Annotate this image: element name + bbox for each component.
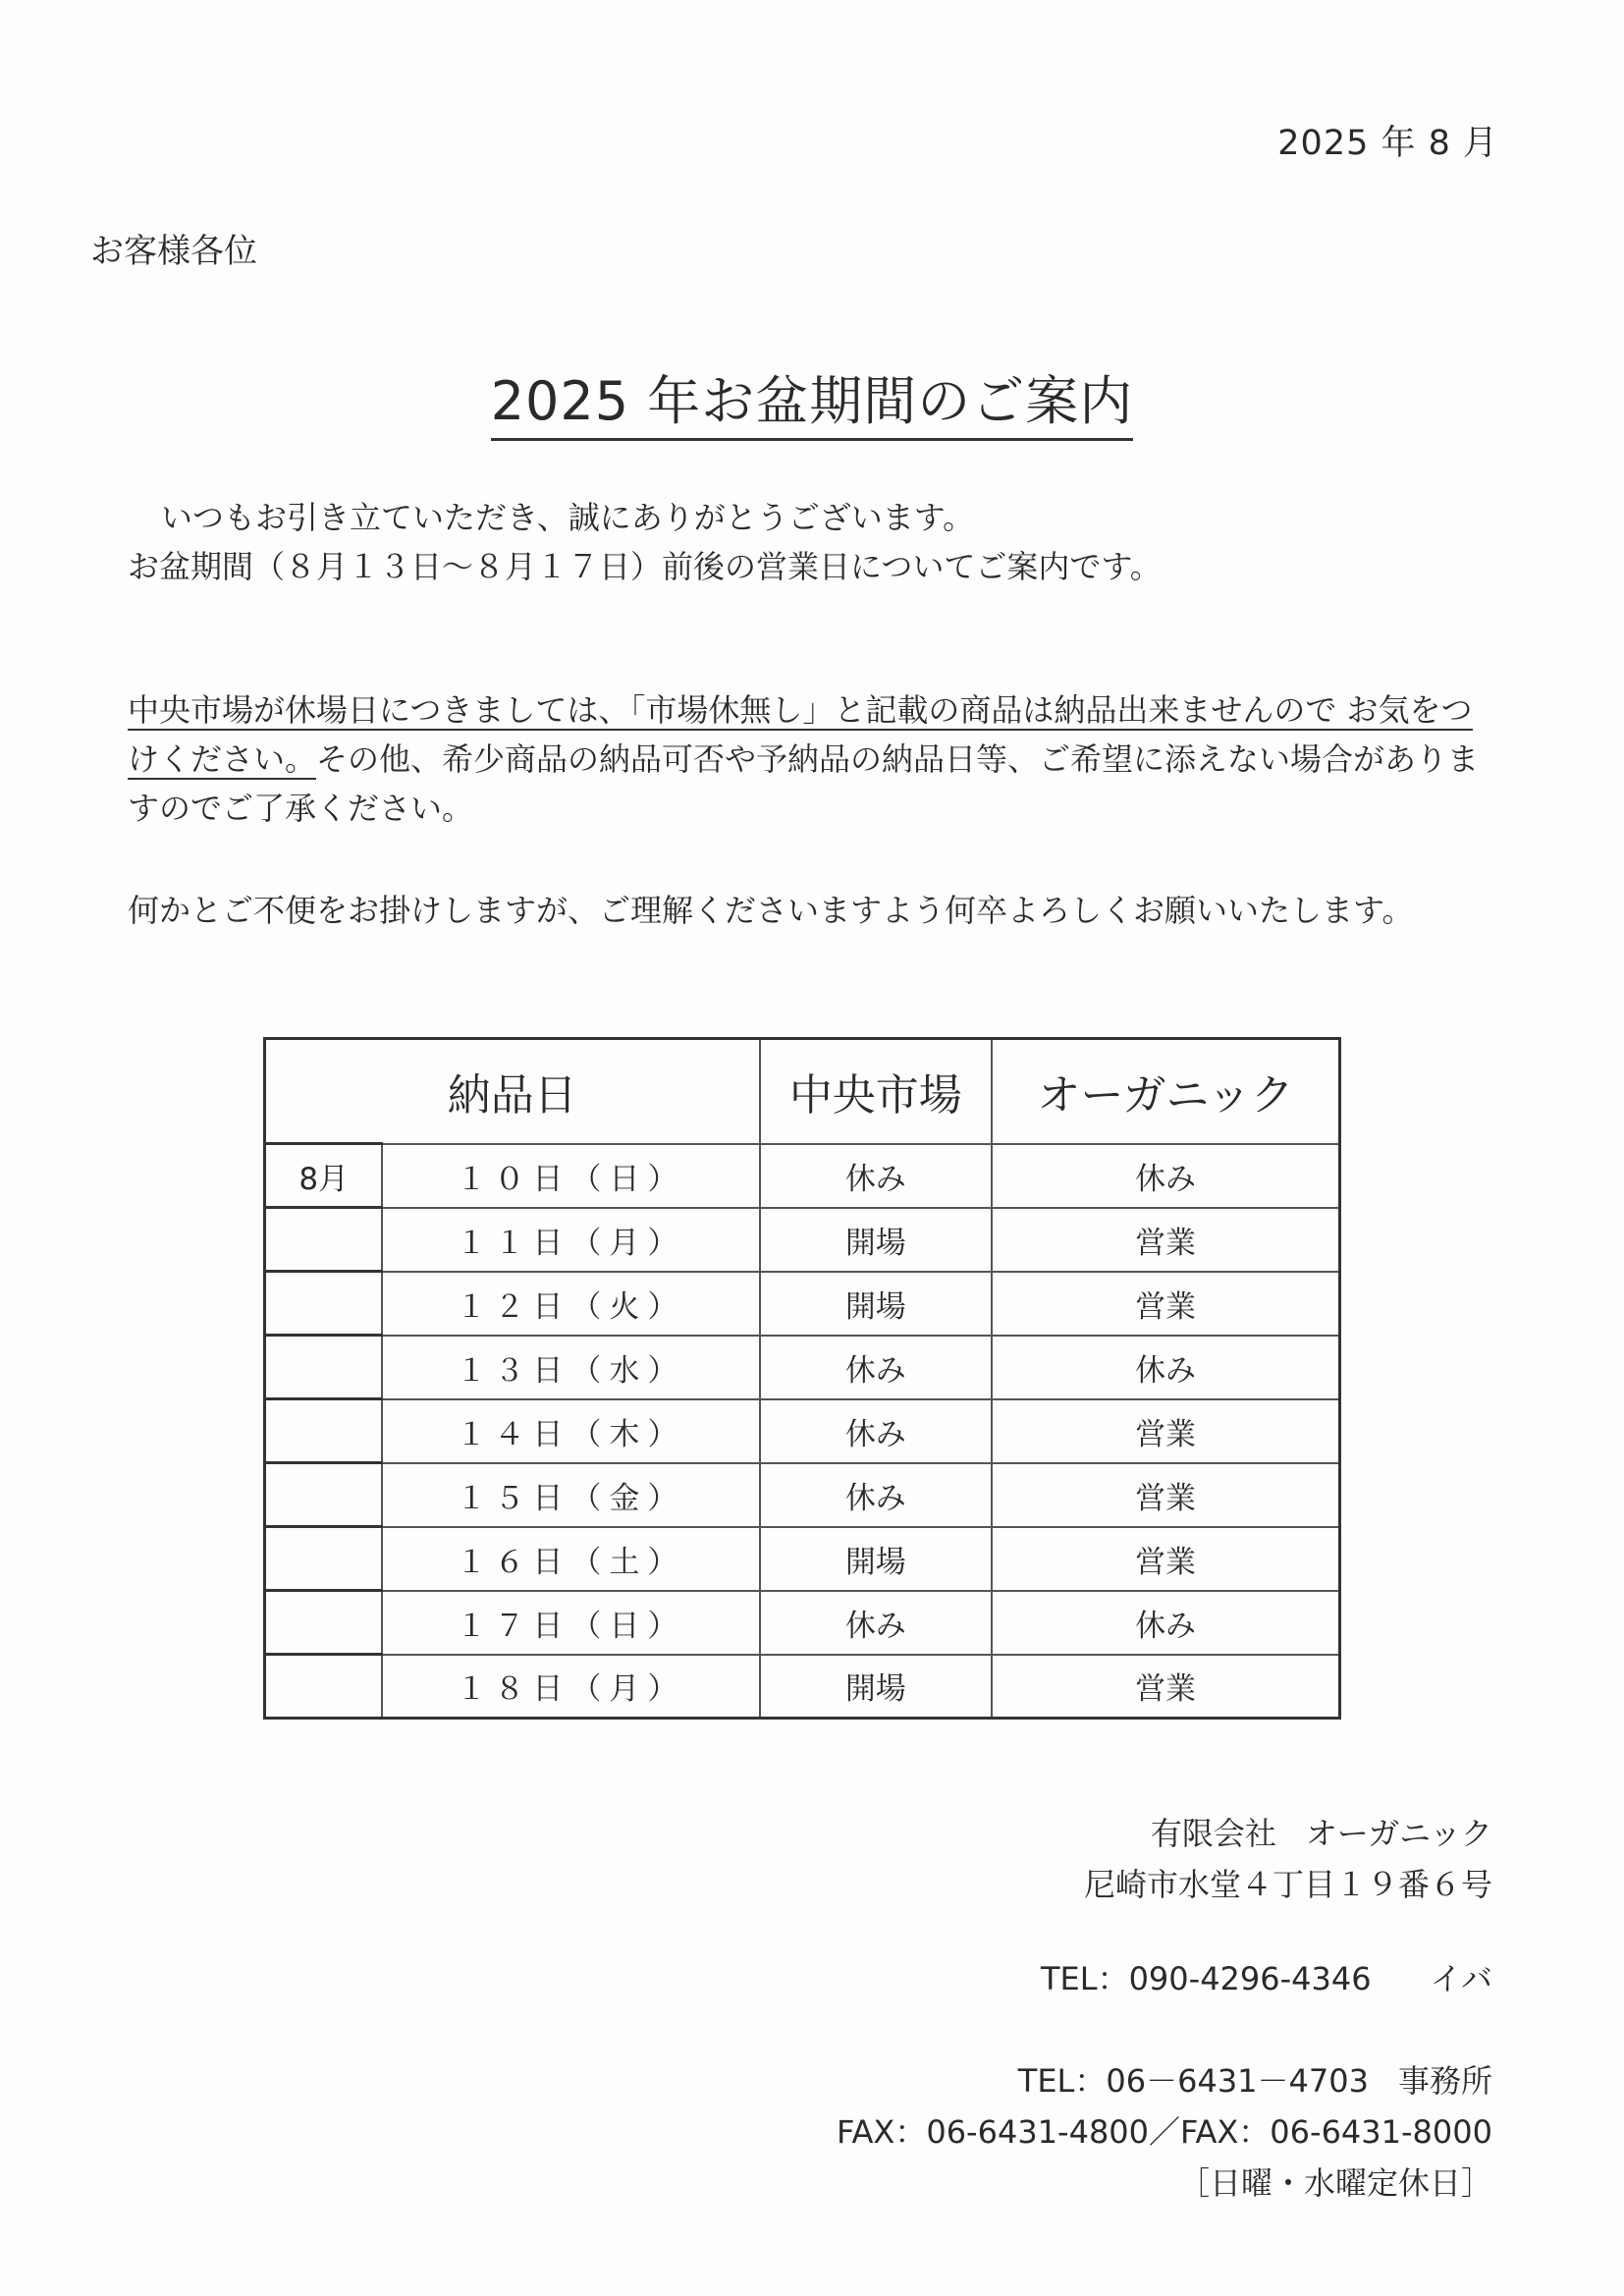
notice-underlined-text: 中央市場が休場日につきましては、「市場休無し」と記載の商品は納品出来ませんので お気をつけください。	[128, 691, 1473, 778]
month-cell: 8月	[265, 1144, 383, 1208]
table-row	[265, 1399, 1340, 1463]
day-cell: １２日（火）	[382, 1272, 759, 1336]
header-central-market: 中央市場	[760, 1039, 993, 1144]
organic-cell: 休み	[992, 1591, 1339, 1655]
month-cell	[265, 1336, 383, 1399]
table-header-row	[265, 1039, 1340, 1144]
day-cell: １０日（日）	[382, 1144, 759, 1208]
market-cell: 開場	[760, 1208, 993, 1272]
header-organic: オーガニック	[992, 1039, 1339, 1144]
day-cell: １５日（金）	[382, 1463, 759, 1527]
market-cell: 開場	[760, 1527, 993, 1591]
regular-holidays: ［日曜・水曜定休日］	[1177, 2164, 1492, 2202]
organic-cell: 営業	[992, 1272, 1339, 1336]
day-cell: １６日（土）	[382, 1527, 759, 1591]
greeting-line: いつもお引き立ていただき、誠にありがとうございます。	[161, 499, 975, 536]
table-row	[265, 1463, 1340, 1527]
day-cell: １４日（木）	[382, 1399, 759, 1463]
greeting-paragraph	[128, 493, 1502, 591]
market-cell: 休み	[760, 1591, 993, 1655]
office-phone-label: 事務所	[1397, 2062, 1492, 2100]
organic-cell: 休み	[992, 1336, 1339, 1399]
table-row	[265, 1336, 1340, 1399]
delivery-schedule-table	[263, 1037, 1341, 1720]
market-cell: 休み	[760, 1336, 993, 1399]
table-row	[265, 1655, 1340, 1719]
company-name-text: オーガニック	[1305, 1815, 1492, 1852]
header-delivery-date: 納品日	[265, 1039, 760, 1144]
fax-numbers: FAX：06-6431-4800／FAX：06-6431-8000	[837, 2113, 1492, 2151]
month-cell	[265, 1591, 383, 1655]
month-cell	[265, 1208, 383, 1272]
mobile-phone	[1041, 1954, 1492, 1999]
market-cell: 休み	[760, 1463, 993, 1527]
mobile-phone-number: TEL：090-4296-4346	[1040, 1960, 1372, 1997]
market-cell: 開場	[760, 1655, 993, 1719]
month-cell	[265, 1272, 383, 1336]
notice-rest-text: その他、希少商品の納品可否や予納品の納品日等、ご希望に添えない場合がありますのでご了承ください。	[128, 740, 1480, 827]
day-cell: １１日（月）	[382, 1208, 759, 1272]
table-row	[265, 1527, 1340, 1591]
mobile-phone-contact: イバ	[1430, 1960, 1492, 1997]
table-row	[265, 1208, 1340, 1272]
organic-cell: 休み	[992, 1144, 1339, 1208]
document-title	[0, 359, 1624, 435]
table-row	[265, 1591, 1340, 1655]
organic-cell: 営業	[992, 1527, 1339, 1591]
period-line: お盆期間（８月１３日～８月１７日）前後の営業日についてご案内です。	[128, 548, 1162, 585]
addressee: お客様各位	[90, 232, 257, 271]
day-cell: １８日（月）	[382, 1655, 759, 1719]
market-cell: 休み	[760, 1144, 993, 1208]
company-name	[1151, 1809, 1492, 1854]
market-cell: 休み	[760, 1399, 993, 1463]
document-date: 2025 年 8 月	[1277, 124, 1498, 163]
notice-paragraph	[128, 685, 1502, 833]
month-cell	[265, 1463, 383, 1527]
market-cell: 開場	[760, 1272, 993, 1336]
day-cell: １３日（水）	[382, 1336, 759, 1399]
table-row	[265, 1144, 1340, 1208]
month-cell	[265, 1527, 383, 1591]
organic-cell: 営業	[992, 1399, 1339, 1463]
organic-cell: 営業	[992, 1463, 1339, 1527]
document-title-text: 2025 年お盆期間のご案内	[491, 370, 1134, 441]
day-cell: １７日（日）	[382, 1591, 759, 1655]
month-cell	[265, 1655, 383, 1719]
company-address: 尼崎市水堂４丁目１９番６号	[1083, 1866, 1492, 1903]
office-phone	[1018, 2056, 1492, 2102]
month-cell	[265, 1399, 383, 1463]
company-type: 有限会社	[1150, 1815, 1276, 1852]
closing-paragraph: 何かとご不便をお掛けしますが、ご理解くださいますよう何卒よろしくお願いいたします。	[128, 892, 1414, 929]
organic-cell: 営業	[992, 1208, 1339, 1272]
organic-cell: 営業	[992, 1655, 1339, 1719]
office-phone-number: TEL：06－6431－4703	[1017, 2062, 1369, 2100]
table-row	[265, 1272, 1340, 1336]
